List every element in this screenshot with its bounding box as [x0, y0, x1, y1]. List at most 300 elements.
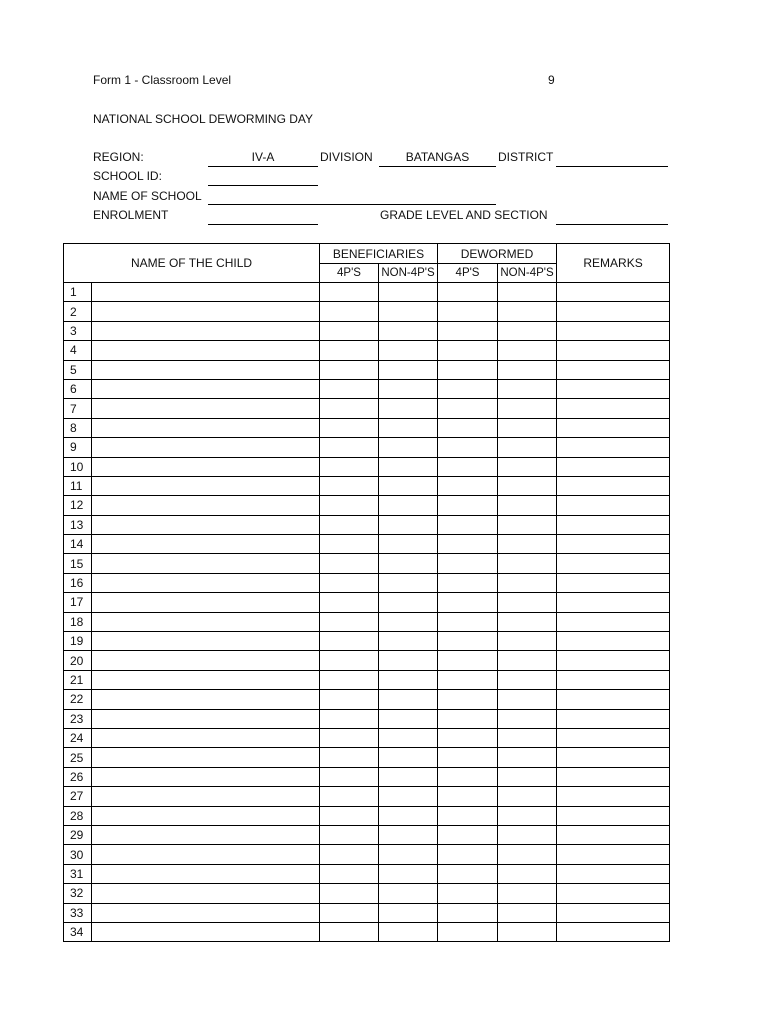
- enrolment-label: ENROLMENT: [93, 208, 169, 222]
- beneficiaries-4ps-cell[interactable]: [320, 825, 379, 844]
- col-header-dewormed: DEWORMED: [438, 244, 557, 264]
- beneficiaries-4ps-cell[interactable]: [320, 399, 379, 418]
- dewormed-4ps-cell[interactable]: [438, 399, 498, 418]
- remarks-cell[interactable]: [557, 709, 670, 728]
- dewormed-non4ps-cell[interactable]: [498, 670, 557, 689]
- name-cell[interactable]: [92, 864, 320, 883]
- table-row: [64, 767, 670, 786]
- table-row: [64, 922, 670, 941]
- division-underline: [379, 166, 496, 167]
- row-number: 11: [64, 476, 92, 495]
- row-number: 9: [64, 438, 92, 457]
- table-row: [64, 476, 670, 495]
- beneficiaries-4ps-cell[interactable]: [320, 670, 379, 689]
- beneficiaries-non4ps-cell[interactable]: [379, 341, 438, 360]
- name-cell[interactable]: [92, 748, 320, 767]
- dewormed-non4ps-cell[interactable]: [498, 476, 557, 495]
- remarks-cell[interactable]: [557, 321, 670, 340]
- row-number: 13: [64, 515, 92, 534]
- dewormed-4ps-cell[interactable]: [438, 806, 498, 825]
- dewormed-non4ps-cell[interactable]: [498, 573, 557, 592]
- remarks-cell[interactable]: [557, 845, 670, 864]
- dewormed-non4ps-cell[interactable]: [498, 864, 557, 883]
- beneficiaries-non4ps-cell[interactable]: [379, 825, 438, 844]
- row-number: 15: [64, 554, 92, 573]
- remarks-cell[interactable]: [557, 341, 670, 360]
- beneficiaries-non4ps-cell[interactable]: [379, 612, 438, 631]
- remarks-cell[interactable]: [557, 302, 670, 321]
- dewormed-non4ps-cell[interactable]: [498, 438, 557, 457]
- dewormed-4ps-cell[interactable]: [438, 418, 498, 437]
- row-number: 8: [64, 418, 92, 437]
- name-cell[interactable]: [92, 496, 320, 515]
- dewormed-4ps-cell[interactable]: [438, 360, 498, 379]
- dewormed-4ps-cell[interactable]: [438, 728, 498, 747]
- remarks-cell[interactable]: [557, 748, 670, 767]
- name-cell[interactable]: [92, 845, 320, 864]
- name-cell[interactable]: [92, 302, 320, 321]
- row-number: 3: [64, 321, 92, 340]
- beneficiaries-non4ps-cell[interactable]: [379, 632, 438, 651]
- remarks-cell[interactable]: [557, 690, 670, 709]
- dewormed-non4ps-cell[interactable]: [498, 321, 557, 340]
- dewormed-4ps-cell[interactable]: [438, 922, 498, 941]
- table-row: [64, 670, 670, 689]
- beneficiaries-non4ps-cell[interactable]: [379, 690, 438, 709]
- beneficiaries-4ps-cell[interactable]: [320, 767, 379, 786]
- dewormed-4ps-cell[interactable]: [438, 903, 498, 922]
- dewormed-non4ps-cell[interactable]: [498, 418, 557, 437]
- dewormed-4ps-cell[interactable]: [438, 554, 498, 573]
- dewormed-4ps-cell[interactable]: [438, 884, 498, 903]
- beneficiaries-non4ps-cell[interactable]: [379, 554, 438, 573]
- beneficiaries-4ps-cell[interactable]: [320, 864, 379, 883]
- dewormed-non4ps-cell[interactable]: [498, 515, 557, 534]
- beneficiaries-non4ps-cell[interactable]: [379, 457, 438, 476]
- row-number: 6: [64, 379, 92, 398]
- beneficiaries-4ps-cell[interactable]: [320, 806, 379, 825]
- name-cell[interactable]: [92, 806, 320, 825]
- table-row: [64, 379, 670, 398]
- row-number: 24: [64, 728, 92, 747]
- beneficiaries-4ps-cell[interactable]: [320, 496, 379, 515]
- table-row: [64, 612, 670, 631]
- beneficiaries-4ps-cell[interactable]: [320, 748, 379, 767]
- beneficiaries-non4ps-cell[interactable]: [379, 787, 438, 806]
- region-field[interactable]: IV-A: [251, 150, 275, 164]
- row-number: 32: [64, 884, 92, 903]
- remarks-cell[interactable]: [557, 651, 670, 670]
- dewormed-non4ps-cell[interactable]: [498, 302, 557, 321]
- dewormed-non4ps-cell[interactable]: [498, 767, 557, 786]
- subheader-beneficiaries-4ps: 4P'S: [320, 264, 379, 283]
- table-row: [64, 748, 670, 767]
- dewormed-4ps-cell[interactable]: [438, 476, 498, 495]
- beneficiaries-4ps-cell[interactable]: [320, 787, 379, 806]
- name-cell[interactable]: [92, 360, 320, 379]
- dewormed-non4ps-cell[interactable]: [498, 845, 557, 864]
- table-row: [64, 341, 670, 360]
- remarks-cell[interactable]: [557, 379, 670, 398]
- remarks-cell[interactable]: [557, 535, 670, 554]
- grade-underline: [556, 224, 668, 225]
- dewormed-non4ps-cell[interactable]: [498, 341, 557, 360]
- beneficiaries-4ps-cell[interactable]: [320, 709, 379, 728]
- page-number: 9: [548, 73, 555, 87]
- name-cell[interactable]: [92, 922, 320, 941]
- row-number: 26: [64, 767, 92, 786]
- name-cell[interactable]: [92, 593, 320, 612]
- row-number: 33: [64, 903, 92, 922]
- beneficiaries-non4ps-cell[interactable]: [379, 767, 438, 786]
- remarks-cell[interactable]: [557, 922, 670, 941]
- col-header-remarks: REMARKS: [557, 244, 670, 283]
- beneficiaries-4ps-cell[interactable]: [320, 302, 379, 321]
- beneficiaries-non4ps-cell[interactable]: [379, 535, 438, 554]
- form-title: NATIONAL SCHOOL DEWORMING DAY: [93, 112, 314, 126]
- dewormed-4ps-cell[interactable]: [438, 651, 498, 670]
- dewormed-non4ps-cell[interactable]: [498, 535, 557, 554]
- dewormed-non4ps-cell[interactable]: [498, 399, 557, 418]
- remarks-cell[interactable]: [557, 884, 670, 903]
- remarks-cell[interactable]: [557, 864, 670, 883]
- row-number: 30: [64, 845, 92, 864]
- name-cell[interactable]: [92, 476, 320, 495]
- dewormed-non4ps-cell[interactable]: [498, 554, 557, 573]
- beneficiaries-4ps-cell[interactable]: [320, 651, 379, 670]
- table-row: [64, 573, 670, 592]
- remarks-cell[interactable]: [557, 767, 670, 786]
- dewormed-non4ps-cell[interactable]: [498, 825, 557, 844]
- beneficiaries-4ps-cell[interactable]: [320, 554, 379, 573]
- name-cell[interactable]: [92, 651, 320, 670]
- beneficiaries-4ps-cell[interactable]: [320, 612, 379, 631]
- dewormed-non4ps-cell[interactable]: [498, 283, 557, 302]
- row-number: 10: [64, 457, 92, 476]
- name-cell[interactable]: [92, 554, 320, 573]
- remarks-cell[interactable]: [557, 515, 670, 534]
- dewormed-non4ps-cell[interactable]: [498, 922, 557, 941]
- name-cell[interactable]: [92, 379, 320, 398]
- row-number: 18: [64, 612, 92, 631]
- remarks-cell[interactable]: [557, 573, 670, 592]
- dewormed-non4ps-cell[interactable]: [498, 884, 557, 903]
- name-cell[interactable]: [92, 515, 320, 534]
- remarks-cell[interactable]: [557, 806, 670, 825]
- dewormed-non4ps-cell[interactable]: [498, 709, 557, 728]
- row-number: 21: [64, 670, 92, 689]
- beneficiaries-4ps-cell[interactable]: [320, 535, 379, 554]
- row-number: 22: [64, 690, 92, 709]
- dewormed-non4ps-cell[interactable]: [498, 651, 557, 670]
- remarks-cell[interactable]: [557, 728, 670, 747]
- table-row: [64, 709, 670, 728]
- beneficiaries-4ps-cell[interactable]: [320, 884, 379, 903]
- beneficiaries-non4ps-cell[interactable]: [379, 399, 438, 418]
- remarks-cell[interactable]: [557, 283, 670, 302]
- beneficiaries-non4ps-cell[interactable]: [379, 748, 438, 767]
- dewormed-4ps-cell[interactable]: [438, 283, 498, 302]
- beneficiaries-non4ps-cell[interactable]: [379, 496, 438, 515]
- table-row: [64, 515, 670, 534]
- name-cell[interactable]: [92, 787, 320, 806]
- name-cell[interactable]: [92, 321, 320, 340]
- row-number: 25: [64, 748, 92, 767]
- beneficiaries-non4ps-cell[interactable]: [379, 438, 438, 457]
- name-cell[interactable]: [92, 612, 320, 631]
- dewormed-4ps-cell[interactable]: [438, 379, 498, 398]
- name-cell[interactable]: [92, 709, 320, 728]
- table-row: [64, 457, 670, 476]
- deworming-table: [63, 243, 670, 942]
- dewormed-4ps-cell[interactable]: [438, 593, 498, 612]
- beneficiaries-non4ps-cell[interactable]: [379, 709, 438, 728]
- table-row: [64, 845, 670, 864]
- name-cell[interactable]: [92, 438, 320, 457]
- beneficiaries-4ps-cell[interactable]: [320, 903, 379, 922]
- remarks-cell[interactable]: [557, 787, 670, 806]
- dewormed-4ps-cell[interactable]: [438, 845, 498, 864]
- dewormed-non4ps-cell[interactable]: [498, 806, 557, 825]
- beneficiaries-non4ps-cell[interactable]: [379, 651, 438, 670]
- name-cell[interactable]: [92, 283, 320, 302]
- subheader-dewormed-non4ps: NON-4P'S: [498, 264, 557, 283]
- dewormed-non4ps-cell[interactable]: [498, 903, 557, 922]
- table-row: [64, 806, 670, 825]
- beneficiaries-4ps-cell[interactable]: [320, 922, 379, 941]
- table-row: [64, 884, 670, 903]
- dewormed-4ps-cell[interactable]: [438, 767, 498, 786]
- beneficiaries-4ps-cell[interactable]: [320, 515, 379, 534]
- row-number: 5: [64, 360, 92, 379]
- remarks-cell[interactable]: [557, 825, 670, 844]
- dewormed-non4ps-cell[interactable]: [498, 612, 557, 631]
- dewormed-4ps-cell[interactable]: [438, 457, 498, 476]
- dewormed-4ps-cell[interactable]: [438, 670, 498, 689]
- dewormed-4ps-cell[interactable]: [438, 787, 498, 806]
- table-row: [64, 903, 670, 922]
- beneficiaries-non4ps-cell[interactable]: [379, 728, 438, 747]
- dewormed-4ps-cell[interactable]: [438, 825, 498, 844]
- beneficiaries-4ps-cell[interactable]: [320, 632, 379, 651]
- name-cell[interactable]: [92, 399, 320, 418]
- table-row: [64, 825, 670, 844]
- name-cell[interactable]: [92, 457, 320, 476]
- name-cell[interactable]: [92, 884, 320, 903]
- dewormed-4ps-cell[interactable]: [438, 341, 498, 360]
- division-field[interactable]: BATANGAS: [405, 150, 470, 164]
- beneficiaries-non4ps-cell[interactable]: [379, 321, 438, 340]
- division-label: DIVISION: [320, 150, 373, 164]
- beneficiaries-non4ps-cell[interactable]: [379, 302, 438, 321]
- school-name-label: NAME OF SCHOOL: [93, 189, 202, 203]
- school-id-underline: [208, 185, 318, 186]
- beneficiaries-4ps-cell[interactable]: [320, 728, 379, 747]
- table-row: [64, 728, 670, 747]
- grade-label: GRADE LEVEL AND SECTION: [380, 208, 548, 222]
- remarks-cell[interactable]: [557, 612, 670, 631]
- row-number: 27: [64, 787, 92, 806]
- dewormed-non4ps-cell[interactable]: [498, 379, 557, 398]
- dewormed-non4ps-cell[interactable]: [498, 360, 557, 379]
- beneficiaries-4ps-cell[interactable]: [320, 845, 379, 864]
- dewormed-4ps-cell[interactable]: [438, 748, 498, 767]
- beneficiaries-4ps-cell[interactable]: [320, 283, 379, 302]
- remarks-cell[interactable]: [557, 457, 670, 476]
- enrolment-underline: [208, 224, 318, 225]
- table-row: [64, 787, 670, 806]
- table-row: [64, 554, 670, 573]
- dewormed-non4ps-cell[interactable]: [498, 593, 557, 612]
- school-name-underline: [208, 204, 496, 205]
- dewormed-4ps-cell[interactable]: [438, 438, 498, 457]
- beneficiaries-non4ps-cell[interactable]: [379, 593, 438, 612]
- row-number: 14: [64, 535, 92, 554]
- table-row: [64, 418, 670, 437]
- name-cell[interactable]: [92, 767, 320, 786]
- region-label: REGION:: [93, 150, 144, 164]
- beneficiaries-non4ps-cell[interactable]: [379, 515, 438, 534]
- dewormed-4ps-cell[interactable]: [438, 573, 498, 592]
- table-row: [64, 302, 670, 321]
- row-number: 16: [64, 573, 92, 592]
- form-label: Form 1 - Classroom Level: [93, 73, 232, 87]
- remarks-cell[interactable]: [557, 903, 670, 922]
- beneficiaries-4ps-cell[interactable]: [320, 476, 379, 495]
- beneficiaries-non4ps-cell[interactable]: [379, 573, 438, 592]
- district-label: DISTRICT: [498, 150, 554, 164]
- beneficiaries-4ps-cell[interactable]: [320, 379, 379, 398]
- row-number: 12: [64, 496, 92, 515]
- name-cell[interactable]: [92, 670, 320, 689]
- row-number: 31: [64, 864, 92, 883]
- table-row: [64, 283, 670, 302]
- name-cell[interactable]: [92, 690, 320, 709]
- name-cell[interactable]: [92, 728, 320, 747]
- table-row: [64, 632, 670, 651]
- table-row: [64, 864, 670, 883]
- row-number: 7: [64, 399, 92, 418]
- row-number: 1: [64, 283, 92, 302]
- name-cell[interactable]: [92, 418, 320, 437]
- beneficiaries-4ps-cell[interactable]: [320, 341, 379, 360]
- remarks-cell[interactable]: [557, 496, 670, 515]
- beneficiaries-non4ps-cell[interactable]: [379, 884, 438, 903]
- school-id-label: SCHOOL ID:: [93, 169, 162, 183]
- table-row: [64, 690, 670, 709]
- beneficiaries-non4ps-cell[interactable]: [379, 379, 438, 398]
- table-row: [64, 321, 670, 340]
- row-number: 34: [64, 922, 92, 941]
- dewormed-non4ps-cell[interactable]: [498, 632, 557, 651]
- dewormed-4ps-cell[interactable]: [438, 515, 498, 534]
- dewormed-4ps-cell[interactable]: [438, 690, 498, 709]
- remarks-cell[interactable]: [557, 632, 670, 651]
- beneficiaries-non4ps-cell[interactable]: [379, 418, 438, 437]
- region-underline: [208, 166, 318, 167]
- subheader-dewormed-4ps: 4P'S: [438, 264, 498, 283]
- beneficiaries-4ps-cell[interactable]: [320, 321, 379, 340]
- beneficiaries-4ps-cell[interactable]: [320, 360, 379, 379]
- remarks-cell[interactable]: [557, 360, 670, 379]
- name-cell[interactable]: [92, 535, 320, 554]
- subheader-beneficiaries-non4ps: NON-4P'S: [379, 264, 438, 283]
- dewormed-4ps-cell[interactable]: [438, 321, 498, 340]
- beneficiaries-non4ps-cell[interactable]: [379, 670, 438, 689]
- row-number: 2: [64, 302, 92, 321]
- dewormed-4ps-cell[interactable]: [438, 612, 498, 631]
- table-row: [64, 360, 670, 379]
- remarks-cell[interactable]: [557, 593, 670, 612]
- table-row: [64, 438, 670, 457]
- remarks-cell[interactable]: [557, 476, 670, 495]
- beneficiaries-4ps-cell[interactable]: [320, 418, 379, 437]
- row-number: 19: [64, 632, 92, 651]
- row-number: 23: [64, 709, 92, 728]
- table-row: [64, 535, 670, 554]
- row-number: 29: [64, 825, 92, 844]
- dewormed-4ps-cell[interactable]: [438, 709, 498, 728]
- beneficiaries-non4ps-cell[interactable]: [379, 903, 438, 922]
- name-cell[interactable]: [92, 825, 320, 844]
- dewormed-4ps-cell[interactable]: [438, 302, 498, 321]
- name-cell[interactable]: [92, 632, 320, 651]
- dewormed-non4ps-cell[interactable]: [498, 457, 557, 476]
- name-cell[interactable]: [92, 573, 320, 592]
- dewormed-4ps-cell[interactable]: [438, 496, 498, 515]
- row-number: 17: [64, 593, 92, 612]
- beneficiaries-non4ps-cell[interactable]: [379, 283, 438, 302]
- beneficiaries-4ps-cell[interactable]: [320, 593, 379, 612]
- dewormed-4ps-cell[interactable]: [438, 632, 498, 651]
- row-number: 28: [64, 806, 92, 825]
- name-cell[interactable]: [92, 341, 320, 360]
- name-cell[interactable]: [92, 903, 320, 922]
- beneficiaries-4ps-cell[interactable]: [320, 690, 379, 709]
- col-header-beneficiaries: BENEFICIARIES: [320, 244, 438, 264]
- remarks-cell[interactable]: [557, 399, 670, 418]
- dewormed-4ps-cell[interactable]: [438, 864, 498, 883]
- beneficiaries-non4ps-cell[interactable]: [379, 360, 438, 379]
- dewormed-4ps-cell[interactable]: [438, 535, 498, 554]
- beneficiaries-4ps-cell[interactable]: [320, 457, 379, 476]
- row-number: 20: [64, 651, 92, 670]
- beneficiaries-non4ps-cell[interactable]: [379, 864, 438, 883]
- beneficiaries-non4ps-cell[interactable]: [379, 476, 438, 495]
- table-row: [64, 651, 670, 670]
- dewormed-non4ps-cell[interactable]: [498, 496, 557, 515]
- row-number: 4: [64, 341, 92, 360]
- remarks-cell[interactable]: [557, 670, 670, 689]
- dewormed-non4ps-cell[interactable]: [498, 748, 557, 767]
- table-row: [64, 496, 670, 515]
- dewormed-non4ps-cell[interactable]: [498, 728, 557, 747]
- col-header-name: NAME OF THE CHILD: [64, 244, 320, 283]
- remarks-cell[interactable]: [557, 438, 670, 457]
- dewormed-non4ps-cell[interactable]: [498, 690, 557, 709]
- beneficiaries-4ps-cell[interactable]: [320, 438, 379, 457]
- district-underline: [556, 166, 668, 167]
- dewormed-non4ps-cell[interactable]: [498, 787, 557, 806]
- remarks-cell[interactable]: [557, 418, 670, 437]
- beneficiaries-non4ps-cell[interactable]: [379, 845, 438, 864]
- table-row: [64, 593, 670, 612]
- table-row: [64, 399, 670, 418]
- remarks-cell[interactable]: [557, 554, 670, 573]
- beneficiaries-non4ps-cell[interactable]: [379, 922, 438, 941]
- beneficiaries-4ps-cell[interactable]: [320, 573, 379, 592]
- beneficiaries-non4ps-cell[interactable]: [379, 806, 438, 825]
